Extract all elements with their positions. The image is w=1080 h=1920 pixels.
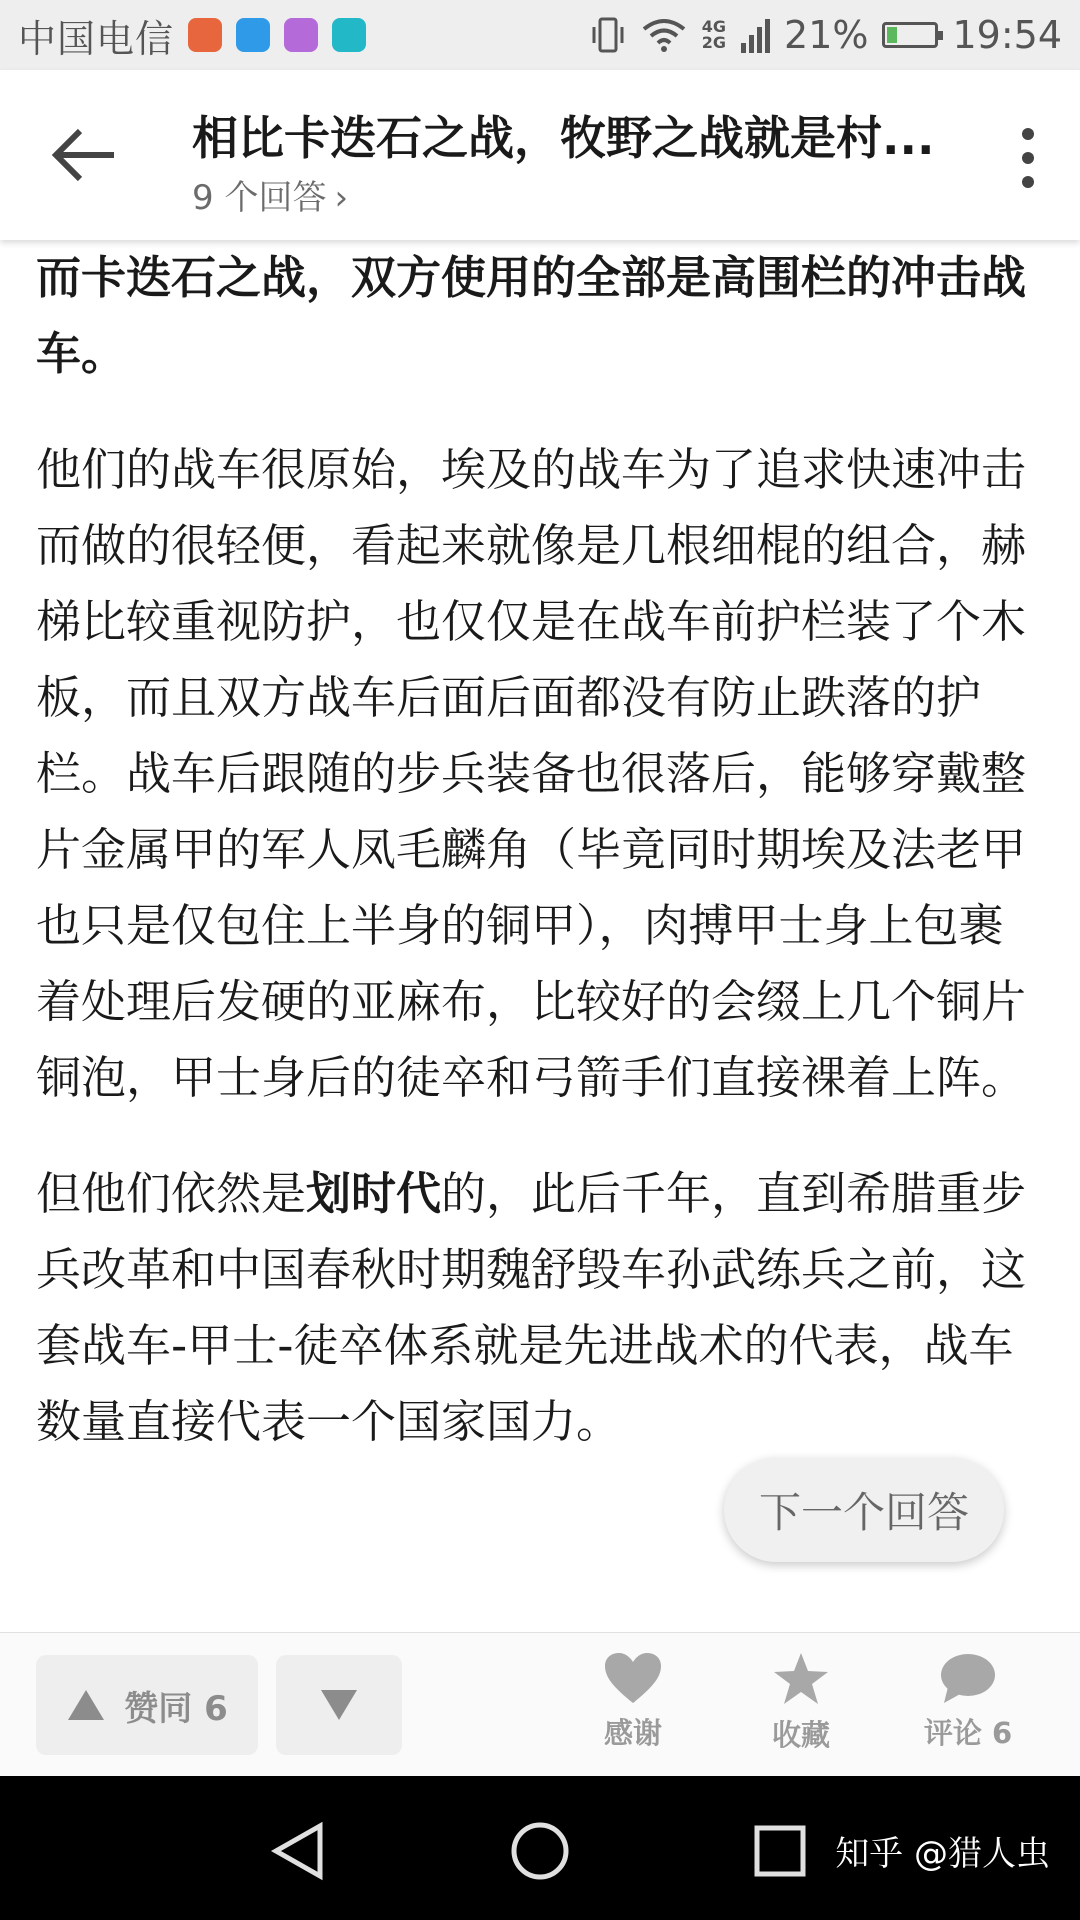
paragraph-1: 而卡迭石之战，双方使用的全部是高围栏的冲击战车。	[36, 251, 1027, 380]
comment-label: 评论 6	[923, 1716, 1013, 1750]
network-type-top: 4G	[701, 17, 727, 36]
comment-bubble-icon	[938, 1651, 998, 1705]
triangle-up-icon	[66, 1688, 106, 1722]
carrier-name: 中国电信	[18, 16, 175, 61]
more-options-icon[interactable]	[1008, 128, 1048, 188]
notification-icons	[188, 18, 366, 52]
clock: 19:54	[952, 13, 1062, 57]
comment-button[interactable]	[898, 1651, 1038, 1761]
answer-count: 9 个回答	[192, 178, 327, 218]
app-bar	[0, 70, 1080, 240]
nav-back-icon[interactable]	[264, 1816, 334, 1886]
vote-down-button[interactable]	[276, 1655, 402, 1755]
battery-percent: 21%	[784, 13, 869, 57]
gallery-app-icon	[284, 18, 318, 52]
answer-content	[36, 240, 1046, 1632]
paragraph-3-end: 的，此后千年，直到希腊重步兵改革和中国春秋时期魏舒毁车孙武练兵之前，这套战车-甲士-徒卒体系就是先进战术的代表，战车数量直接代表一个国家国力。	[36, 1167, 1027, 1448]
signal-icon	[740, 17, 770, 53]
collect-label: 收藏	[771, 1718, 830, 1752]
network-type-bottom: 2G	[701, 33, 727, 52]
action-bar	[0, 1632, 1080, 1777]
nav-recents-icon[interactable]	[745, 1816, 815, 1886]
triangle-down-icon	[319, 1688, 359, 1722]
status-right	[590, 0, 1062, 70]
paragraph-3	[36, 1156, 1046, 1460]
chevron-right-icon: ›	[334, 178, 349, 218]
battery-icon	[882, 22, 938, 48]
next-answer-button[interactable]: 下一个回答	[724, 1458, 1004, 1562]
collect-button[interactable]	[731, 1651, 871, 1761]
vibrate-icon	[590, 15, 626, 55]
thanks-button[interactable]	[563, 1651, 703, 1761]
battery-level-fill	[887, 27, 897, 43]
network-type	[702, 19, 726, 51]
nav-home-icon[interactable]	[505, 1816, 575, 1886]
paragraph-3-start: 但他们依然是	[36, 1167, 307, 1220]
status-bar	[0, 0, 1080, 70]
paragraph-3-bold: 划时代	[306, 1167, 442, 1220]
wifi-icon	[640, 17, 688, 53]
back-arrow-icon[interactable]	[50, 125, 120, 185]
system-nav-bar	[0, 1776, 1080, 1920]
thanks-label: 感谢	[603, 1716, 662, 1750]
answer-count-link[interactable]	[192, 170, 348, 219]
vote-up-button[interactable]	[36, 1655, 258, 1755]
question-title[interactable]: 相比卡迭石之战，牧野之战就是村...	[192, 111, 935, 165]
paragraph-2: 他们的战车很原始，埃及的战车为了追求快速冲击而做的很轻便，看起来就像是几根细棍的组合，赫梯比较重视防护，也仅仅是在战车前护栏装了个木板，而且双方战车后面后面都没有防止跌落的护栏。战车后跟随的步兵装备也很落后，能够穿戴整片金属甲的军人凤毛麟角（毕竟同时期埃及法老甲也只是仅包住上半身的铜甲），肉搏甲士身上包裹着处理后发硬的亚麻布，比较好的会缀上几个铜片铜泡，甲士身后的徒卒和弓箭手们直接裸着上阵。	[36, 443, 1027, 1104]
vote-up-label: 赞同 6	[124, 1688, 228, 1729]
heart-icon	[603, 1651, 663, 1705]
star-icon	[771, 1651, 831, 1707]
book-app-icon	[332, 18, 366, 52]
watermark: 知乎 @猎人虫	[835, 1834, 1050, 1874]
camera-app-icon	[188, 18, 222, 52]
chat-app-icon	[236, 18, 270, 52]
